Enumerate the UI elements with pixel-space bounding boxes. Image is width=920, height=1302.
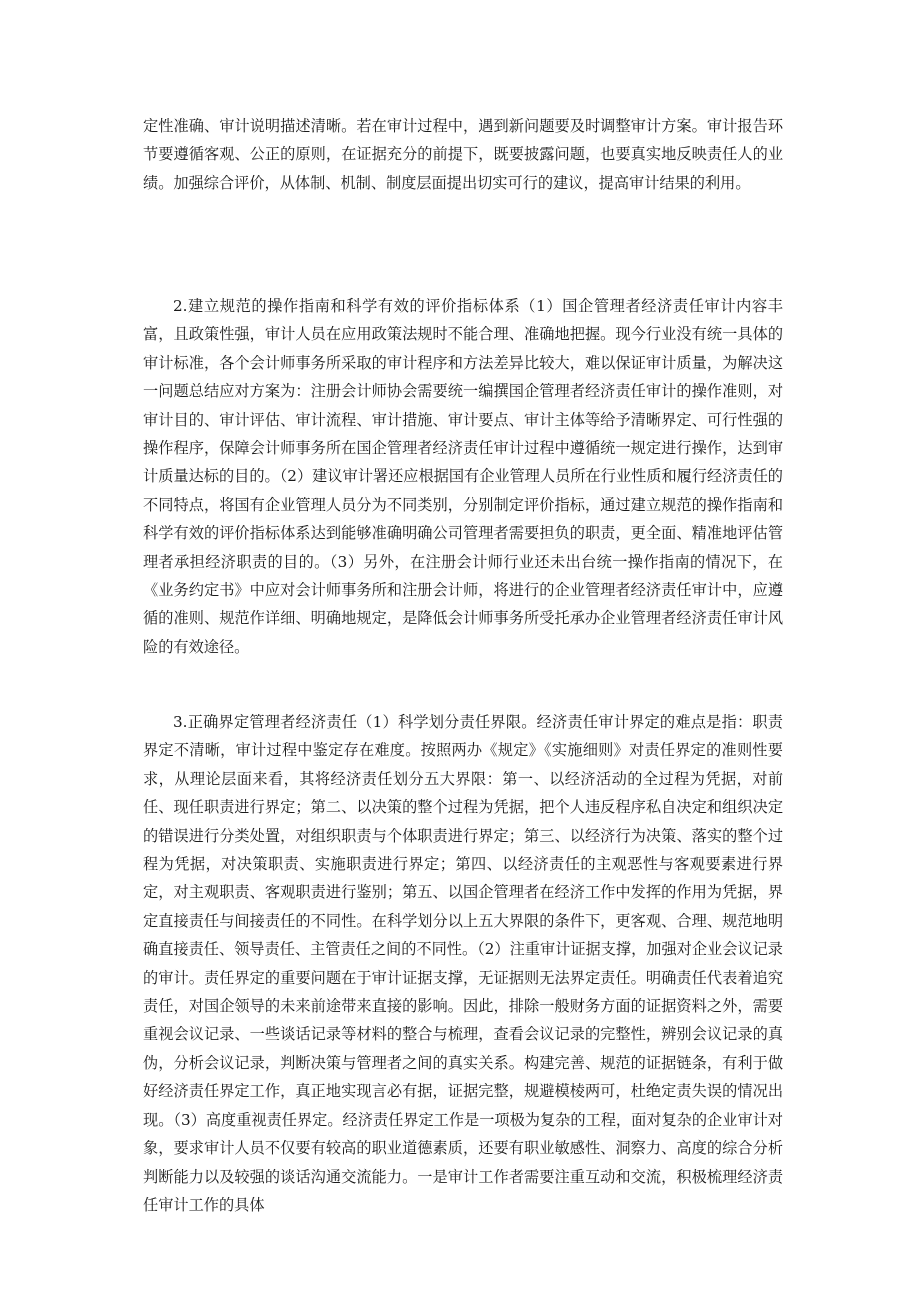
paragraph-operation-guide: 2.建立规范的操作指南和科学有效的评价指标体系（1）国企管理者经济责任审计内容丰富，且政策性强，审计人员在应用政策法规时不能合理、准确地把握。现今行业没有统一具体的审计标准，各个会计师事务所采取的审计程序和方法差异比较大，难以保证审计质量，为解决这一问题总结应对方案为：注册会计师协会需要统一编撰国企管理者经济责任审计的操作准则，对审计目的、审计评估、审计流程、审计措施、审计要点、审计主体等给予清晰界定、可行性强的操作程序，保障会计师事务所在国企管理者经济责任审计过程中遵循统一规定进行操作，达到审计质量达标的目的。（2）建议审计署还应根据国有企业管理人员所在行业性质和履行经济责任的不同特点，将国有企业管理人员分为不同类别，分别制定评价指标，通过建立规范的操作指南和科学有效的评价指标体系达到能够准确明确公司管理者需要担负的职责，更全面、精准地评估管理者承担经济职责的目的。（3）另外，在注册会计师行业还未出台统一操作指南的情况下，在《业务约定书》中应对会计师事务所和注册会计师，将进行的企业管理者经济责任审计中，应遵循的准则、规范作详细、明确地规定，是降低会计师事务所受托承办企业管理者经济责任审计风险的有效途径。 <box>143 297 783 656</box>
paragraph-audit-report: 定性准确、审计说明描述清晰。若在审计过程中，遇到新问题要及时调整审计方案。审计报告环节要遵循客观、公正的原则，在证据充分的前提下，既要披露问题，也要真实地反映责任人的业绩。加强综合评价，从体制、机制、制度层面提出切实可行的建议，提高审计结果的利用。 <box>143 117 783 192</box>
paragraph-responsibility-definition: 3.正确界定管理者经济责任（1）科学划分责任界限。经济责任审计界定的难点是指：职责界定不清晰，审计过程中鉴定存在难度。按照两办《规定》《实施细则》对责任界定的准则性要求，从理论层面来看，其将经济责任划分五大界限：第一、以经济活动的全过程为凭据，对前任、现任职责进行界定；第二、以决策的整个过程为凭据，把个人违反程序私自决定和组织决定的错误进行分类处置，对组织职责与个体职责进行界定；第三、以经济行为决策、落实的整个过程为凭据，对决策职责、实施职责进行界定；第四、以经济责任的主观恶性与客观要素进行界定，对主观职责、客观职责进行鉴别；第五、以国企管理者在经济工作中发挥的作用为凭据，界定直接责任与间接责任的不同性。在科学划分以上五大界限的条件下，更客观、合理、规范地明确直接责任、领导责任、主管责任之间的不同性。（2）注重审计证据支撑，加强对企业会议记录的审计。责任界定的重要问题在于审计证据支撑，无证据则无法界定责任。明确责任代表着追究责任，对国企领导的未来前途带来直接的影响。因此，排除一般财务方面的证据资料之外，需要重视会议记录、一些谈话记录等材料的整合与梳理，查看会议记录的完整性，辨别会议记录的真伪，分析会议记录，判断决策与管理者之间的真实关系。构建完善、规范的证据链条，有利于做好经济责任界定工作，真正地实现言必有据，证据完整，规避模棱两可，杜绝定责失误的情况出现。（3）高度重视责任界定。经济责任界定工作是一项极为复杂的工程，面对复杂的企业审计对象，要求审计人员不仅要有较高的职业道德素质，还要有职业敏感性、洞察力、高度的综合分析判断能力以及较强的谈话沟通交流能力。一是审计工作者需要注重互动和交流，积极梳理经济责任审计工作的具体 <box>143 713 783 1214</box>
